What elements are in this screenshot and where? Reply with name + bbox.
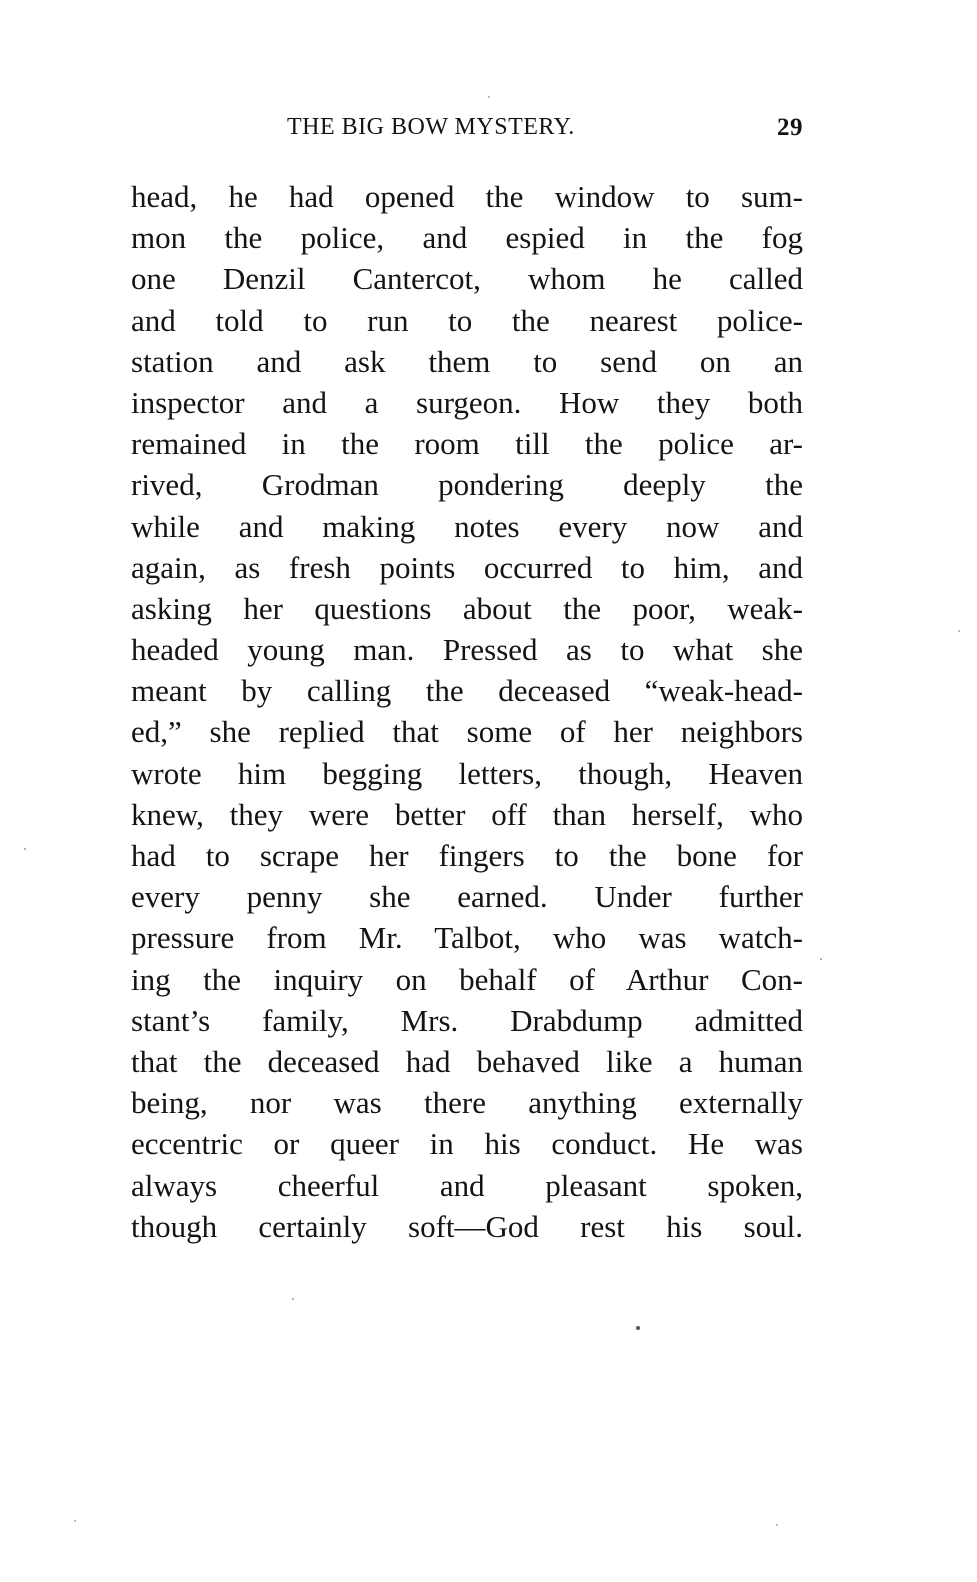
text-line: stant’s family, Mrs. Drabdump admitted (131, 1002, 803, 1038)
page-number: 29 (777, 114, 803, 141)
text-line: knew, they were better off than herself, who (131, 796, 803, 832)
print-speck (820, 958, 822, 960)
text-line: ed,” she replied that some of her neighbors (131, 714, 803, 750)
text-line: headed young man. Pressed as to what she (131, 632, 803, 668)
body-text (131, 176, 803, 1247)
print-speck (958, 630, 960, 632)
text-line: though certainly soft—God rest his soul. (131, 1208, 803, 1244)
text-line: while and making notes every now and (131, 508, 803, 544)
running-title: THE BIG BOW MYSTERY. (287, 114, 575, 140)
text-line: remained in the room till the police ar- (131, 426, 803, 462)
text-line: pressure from Mr. Talbot, who was watch- (131, 920, 803, 956)
text-line: rived, Grodman pondering deeply the (131, 467, 803, 503)
text-line: again, as fresh points occurred to him, and (131, 549, 803, 585)
text-line: one Denzil Cantercot, whom he called (131, 261, 803, 297)
text-line: had to scrape her fingers to the bone for (131, 838, 803, 873)
text-line: asking her questions about the poor, weak- (131, 590, 803, 626)
text-line: mon the police, and espied in the fog (131, 220, 803, 256)
text-line: and told to run to the nearest police- (131, 302, 803, 338)
text-line: ing the inquiry on behalf of Arthur Con- (131, 961, 803, 997)
print-speck (776, 1524, 778, 1526)
text-line: station and ask them to send on an (131, 343, 803, 379)
print-speck (74, 1520, 76, 1522)
running-head (131, 114, 803, 154)
text-line: meant by calling the deceased “weak-head- (131, 673, 803, 709)
text-line: always cheerful and pleasant spoken, (131, 1167, 803, 1203)
text-line: inspector and a surgeon. How they both (131, 384, 803, 420)
text-line: being, nor was there anything externally (131, 1085, 803, 1121)
text-line: that the deceased had behaved like a human (131, 1043, 803, 1079)
print-speck (636, 1326, 640, 1330)
text-line: every penny she earned. Under further (131, 879, 803, 915)
print-speck (24, 848, 26, 850)
print-speck (292, 1298, 294, 1300)
text-line: wrote him begging letters, though, Heaven (131, 755, 803, 791)
text-line: eccentric or queer in his conduct. He was (131, 1126, 803, 1162)
print-speck (488, 96, 490, 98)
text-line: head, he had opened the window to sum- (131, 179, 803, 214)
